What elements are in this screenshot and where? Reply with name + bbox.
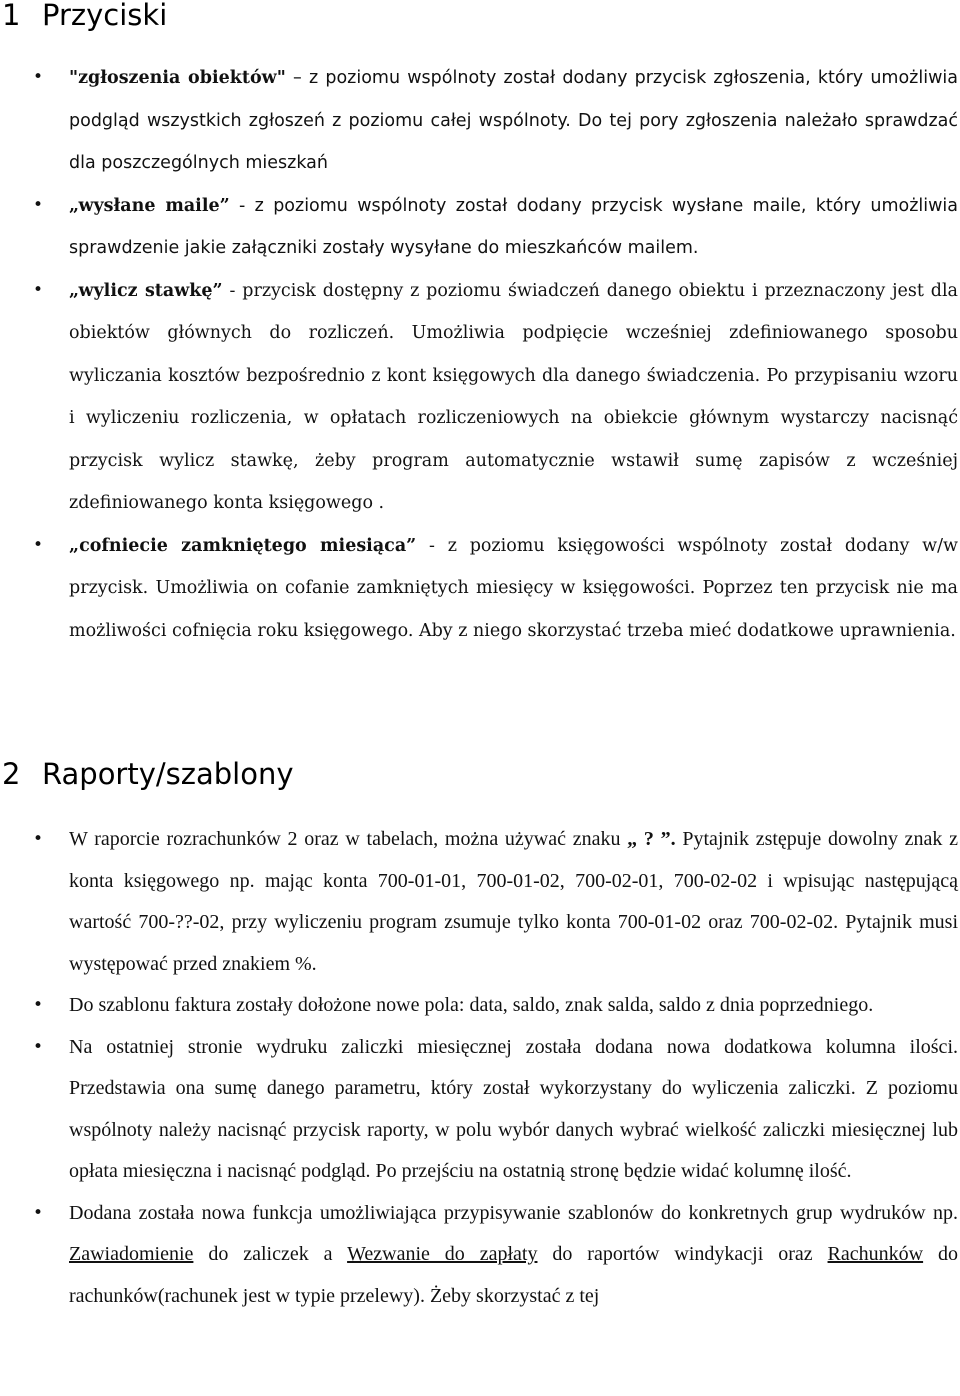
section-title: Przyciski (42, 0, 168, 32)
item-text: do raportów windykacji oraz (537, 1243, 828, 1265)
item-bold-label: „cofniecie zamkniętego miesiąca” (69, 535, 417, 556)
item-bold-label: „ ? ”. (627, 828, 676, 850)
list-item (0, 1027, 960, 1193)
item-text: W raporcie rozrachunków 2 oraz w tabelach, można używać znaku (69, 828, 628, 850)
item-text: Na ostatniej stronie wydruku zaliczki miesięcznej została dodana nowa dodatkowa kolumna ilości. Przedstawia ona sumę danego parametru, który został wykorzystany do wyliczenia zaliczki. Z poziomu wspólnoty należy nacisnąć przycisk raporty, w polu wybór danych wybrać wielkość zaliczki miesięcznej lub opłata miesięczna i nacisnąć podgląd. Po przejściu na ostatnią stronę będzie widać kolumnę ilość. (69, 1035, 958, 1182)
przyciski-list (0, 57, 960, 652)
section-heading-raporty (2, 757, 294, 791)
item-text: – z poziomu wspólnoty został dodany przycisk zgłoszenia, który umożliwia podgląd wszystkich zgłoszeń z poziomu całej wspólnoty. Do tej pory zgłoszenia należało sprawdzać dla poszczególnych mieszkań (69, 68, 958, 173)
zawiadomienie-link[interactable]: Zawiadomienie (69, 1243, 194, 1265)
item-text: Pytajnik zstępuje dowolny znak z konta księgowego np. mając konta 700-01-01, 700-01-02, 700-02-01, 700-02-02 i wpisując następującą wartość 700-??-02, przy wyliczeniu program zsumuje tylko konta 700-01-02 oraz 700-02-02. Pytajnik musi występować przed znakiem %. (69, 828, 959, 975)
raporty-list (0, 819, 960, 1317)
rachunkow-link[interactable]: Rachunków (827, 1243, 924, 1265)
section-heading-przyciski (2, 0, 167, 32)
section-number: 2 (2, 757, 21, 791)
item-bold-label: "zgłoszenia obiektów" (69, 68, 286, 88)
list-item (0, 1193, 960, 1318)
item-text: Dodana została nowa funkcja umożliwiająca przypisywanie szablonów do konkretnych grup wydruków np. (69, 1201, 958, 1224)
item-text: - z poziomu księgowości wspólnoty został dodany w/w przycisk. Umożliwia on cofanie zamkniętych miesięcy w księgowości. Poprzez ten przycisk nie ma możliwości cofnięcia roku księgowego. Aby z niego skorzystać trzeba mieć dodatkowe uprawnienia. (69, 535, 958, 641)
section-title: Raporty/szablony (42, 757, 294, 791)
item-text: do zaliczek a (193, 1243, 348, 1265)
list-item (0, 819, 960, 985)
list-item (0, 525, 960, 653)
item-text: Do szablonu faktura zostały dołożone nowe pola: data, saldo, znak salda, saldo z dnia poprzedniego. (69, 994, 874, 1016)
list-item (0, 985, 960, 1027)
item-text: - z poziomu wspólnoty został dodany przycisk wysłane maile, który umożliwia sprawdzenie jakie załączniki zostały wysyłane do mieszkańców mailem. (69, 195, 959, 258)
list-item (0, 185, 960, 270)
wezwanie-link[interactable]: Wezwanie do zapłaty (347, 1243, 538, 1265)
list-item (0, 270, 960, 525)
section-number: 1 (2, 0, 21, 32)
item-bold-label: „wysłane maile” (69, 195, 230, 216)
item-text: do rachunków(rachunek jest w typie przelewy). Żeby skorzystać z tej (69, 1243, 959, 1307)
list-item (0, 57, 960, 185)
item-text: - przycisk dostępny z poziomu świadczeń danego obiektu i przeznaczony jest dla obiektów głównych do rozliczeń. Umożliwia podpięcie wcześniej zdefiniowanego sposobu wyliczania kosztów bezpośrednio z kont księgowych dla danego świadczenia. Po przypisaniu wzoru i wyliczeniu rozliczenia, w opłatach rozliczeniowych na obiekcie głównym wystarczy nacisnąć przycisk wylicz stawkę, żeby program automatycznie wstawił sumę zapisów z wcześniej zdefiniowanego konta księgowego . (69, 280, 958, 513)
item-bold-label: „wylicz stawkę” (69, 280, 223, 301)
